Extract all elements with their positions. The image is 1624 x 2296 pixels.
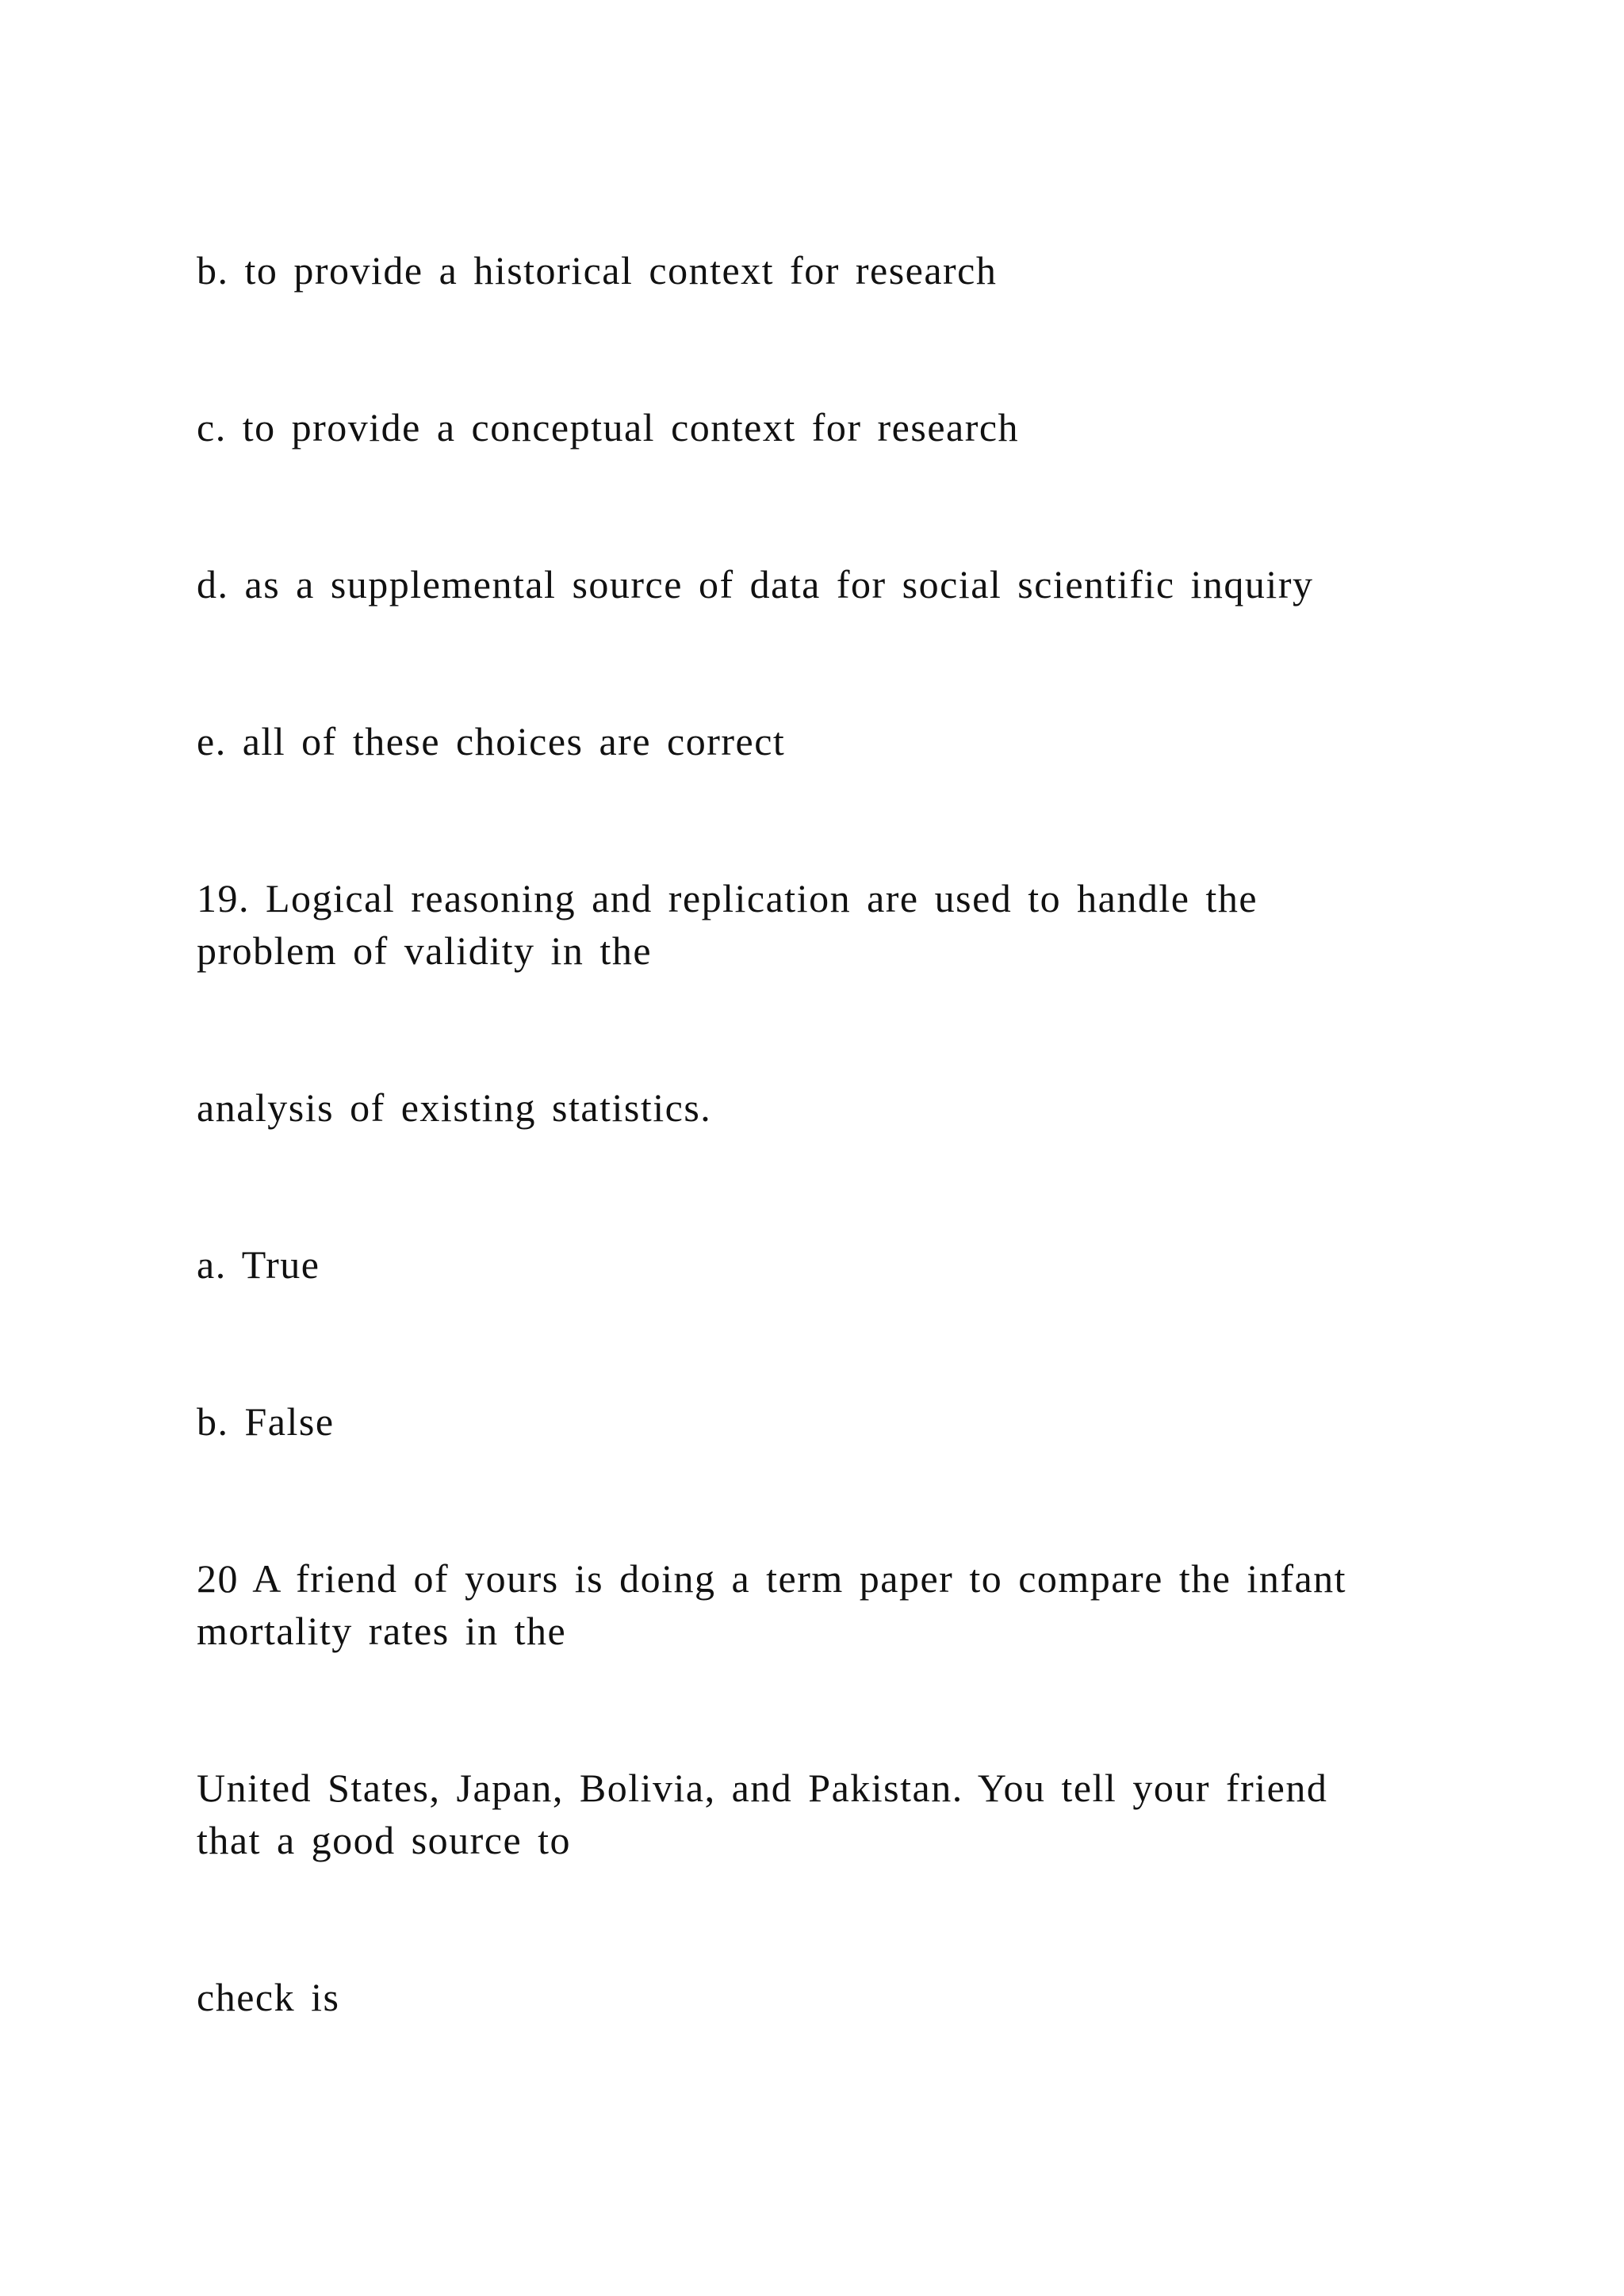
option-c-conceptual-context: c. to provide a conceptual context for research (197, 405, 1020, 450)
question-20-line-5: check is (197, 1975, 340, 2019)
question-19-line-1: 19. Logical reasoning and replication are used to handle the (197, 876, 1258, 920)
option-d-supplemental-source: d. as a supplemental source of data for social scientific inquiry (197, 562, 1314, 607)
option-b-historical-context: b. to provide a historical context for research (197, 248, 998, 293)
question-20-line-3: United States, Japan, Bolivia, and Pakistan. You tell your friend (197, 1766, 1328, 1810)
question-20-line-2: mortality rates in the (197, 1609, 567, 1653)
question-20-line-1: 20 A friend of yours is doing a term paper to compare the infant (197, 1556, 1347, 1601)
question-20-line-4: that a good source to (197, 1818, 572, 1862)
option-a-true: a. True (197, 1242, 320, 1287)
option-e-all-correct: e. all of these choices are correct (197, 719, 786, 763)
question-19-line-2: problem of validity in the (197, 928, 653, 973)
option-b-false: b. False (197, 1399, 335, 1444)
question-19-line-3: analysis of existing statistics. (197, 1085, 712, 1130)
